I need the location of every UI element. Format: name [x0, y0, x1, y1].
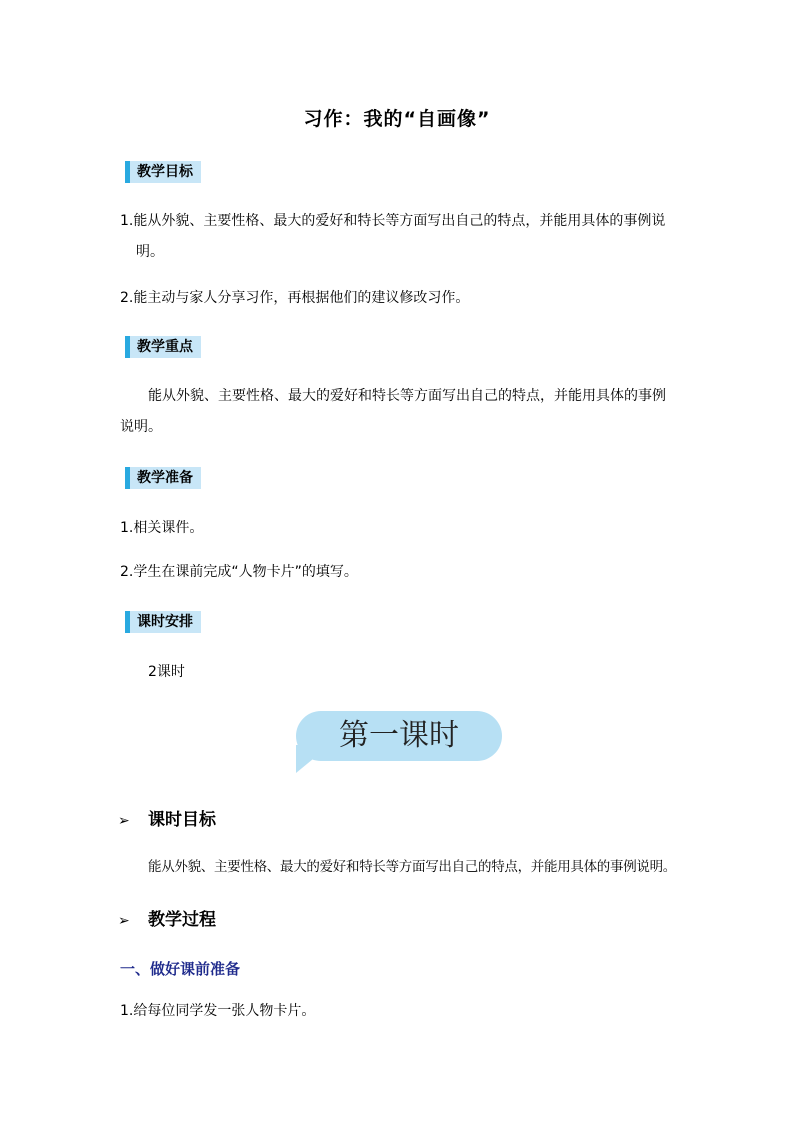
section-tag-prep: 教学准备 — [125, 467, 201, 489]
section-tag-schedule: 课时安排 — [125, 611, 201, 633]
goal-item-1: 1.能从外貌、主要性格、最大的爱好和特长等方面写出自己的特点，并能用具体的事例说明。 — [120, 213, 666, 260]
lesson-goal-heading — [118, 805, 216, 830]
arrow-right-icon: ➢ — [118, 813, 130, 829]
step1-title: 一、做好课前准备 — [120, 960, 241, 978]
process-heading-text: 教学过程 — [148, 910, 216, 930]
section-tag-focus: 教学重点 — [125, 336, 201, 358]
document-title: 习作：我的“自画像” — [303, 108, 491, 130]
prep-item-1: 1.相关课件。 — [120, 520, 204, 536]
focus-text: 能从外貌、主要性格、最大的爱好和特长等方面写出自己的特点，并能用具体的事例说明。 — [120, 388, 666, 435]
lesson-goal-text: 能从外貌、主要性格、最大的爱好和特长等方面写出自己的特点，并能用具体的事例说明。 — [148, 859, 676, 875]
section-tag-goals: 教学目标 — [125, 161, 201, 183]
lesson-goal-heading-text: 课时目标 — [148, 810, 216, 830]
step1-item-1: 1.给每位同学发一张人物卡片。 — [120, 1003, 316, 1019]
goal-item-2: 2.能主动与家人分享习作，再根据他们的建议修改习作。 — [120, 290, 470, 306]
lesson-banner: 第一课时 — [296, 711, 502, 761]
prep-item-2: 2.学生在课前完成“人物卡片”的填写。 — [120, 564, 358, 580]
arrow-right-icon: ➢ — [118, 913, 130, 929]
schedule-text: 2课时 — [148, 664, 185, 680]
process-heading — [118, 905, 216, 930]
